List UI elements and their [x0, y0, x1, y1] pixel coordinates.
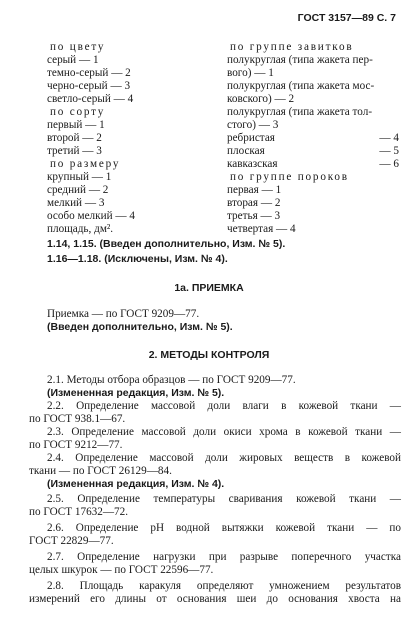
para-2-4-note: (Измененная редакция, Изм. № 4). — [47, 478, 225, 490]
defect-heading: по группе пороков — [230, 171, 349, 183]
list-item: третий — 3 — [47, 145, 102, 157]
list-item: полукруглая (типа жакета мос- — [227, 80, 375, 92]
list-item: вторая — 2 — [227, 197, 281, 209]
page-header: ГОСТ 3157—89 С. 7 — [297, 12, 396, 24]
right-column — [227, 41, 399, 236]
para-2-8-line1: 2.8. Площадь каракуля определяют умножением результатов — [47, 580, 401, 592]
curl-heading: по группе завитков — [230, 41, 354, 53]
acceptance-line: Приемка — по ГОСТ 9209—77. — [47, 308, 200, 320]
size-heading: по размеру — [50, 158, 121, 170]
list-item: темно-серый — 2 — [47, 67, 131, 79]
para-2-3-line1: 2.3. Определение массовой доли окиси хрома в кожевой ткани — — [47, 426, 401, 438]
list-item: площадь, дм². — [47, 223, 114, 235]
para-2-6-line2: ГОСТ 22829—77. — [29, 535, 114, 547]
list-item: полукруглая (типа жакета пер- — [227, 54, 373, 66]
list-item: мелкий — 3 — [47, 197, 105, 209]
list-item: средний — 2 — [47, 184, 109, 196]
color-heading: по цвету — [50, 41, 106, 53]
para-2-3-line2: по ГОСТ 9212—77. — [29, 439, 123, 451]
para-2-8-line2: измерений его длины от основания шеи до основания хвоста на — [29, 593, 401, 605]
list-item: второй — 2 — [47, 132, 102, 144]
list-item: полукруглая (типа жакета тол- — [227, 106, 373, 118]
list-item: светло-серый — 4 — [47, 93, 134, 105]
left-column — [47, 41, 217, 236]
para-2-5-line2: по ГОСТ 17632—72. — [29, 506, 129, 518]
list-item: черно-серый — 3 — [47, 80, 131, 92]
list-item: стого) — 3 — [227, 119, 279, 131]
para-2-6-line1: 2.6. Определение pH водной вытяжки кожевой ткани — по — [47, 522, 401, 534]
list-item: плоская — 5 — [227, 145, 399, 157]
section-2-body — [29, 374, 401, 606]
para-2-2-line1: 2.2. Определение массовой доли влаги в кожевой ткани — — [47, 400, 401, 412]
para-2-5-line1: 2.5. Определение температуры сваривания кожевой ткани — — [47, 493, 401, 505]
note-1-14: 1.14, 1.15. (Введен дополнительно, Изм. № 5). — [47, 238, 286, 250]
list-item: серый — 1 — [47, 54, 99, 66]
para-2-7-line2: целых шкурок — по ГОСТ 22596—77. — [29, 564, 214, 576]
section-2-title: 2. МЕТОДЫ КОНТРОЛЯ — [148, 349, 270, 361]
para-2-4-line2: ткани — по ГОСТ 26129—84. — [29, 465, 172, 477]
list-item: первый — 1 — [47, 119, 105, 131]
list-item: третья — 3 — [227, 210, 281, 222]
list-item: первая — 1 — [227, 184, 282, 196]
list-item: кавказская — 6 — [227, 158, 399, 170]
para-2-7-line1: 2.7. Определение нагрузки при разрыве поперечного участка — [47, 551, 401, 563]
list-item: крупный — 1 — [47, 171, 112, 183]
list-item: особо мелкий — 4 — [47, 210, 135, 222]
list-item: ребристая — 4 — [227, 132, 399, 144]
list-item: вого) — 1 — [227, 67, 274, 79]
section-1a-title: 1а. ПРИЕМКА — [174, 282, 244, 294]
note-1-16: 1.16—1.18. (Исключены, Изм. № 4). — [47, 253, 228, 265]
para-2-4-line1: 2.4. Определение массовой доли жировых веществ в кожевой — [47, 452, 401, 464]
grade-heading: по сорту — [50, 106, 106, 118]
list-item: четвертая — 4 — [227, 223, 296, 235]
acceptance-note: (Введен дополнительно, Изм. № 5). — [47, 321, 233, 333]
para-2-1: 2.1. Методы отбора образцов — по ГОСТ 9209—77. — [47, 374, 296, 386]
para-2-2-line2: по ГОСТ 938.1—67. — [29, 413, 126, 425]
para-2-1-note: (Измененная редакция, Изм. № 5). — [47, 387, 225, 399]
list-item: ковского) — 2 — [227, 93, 295, 105]
